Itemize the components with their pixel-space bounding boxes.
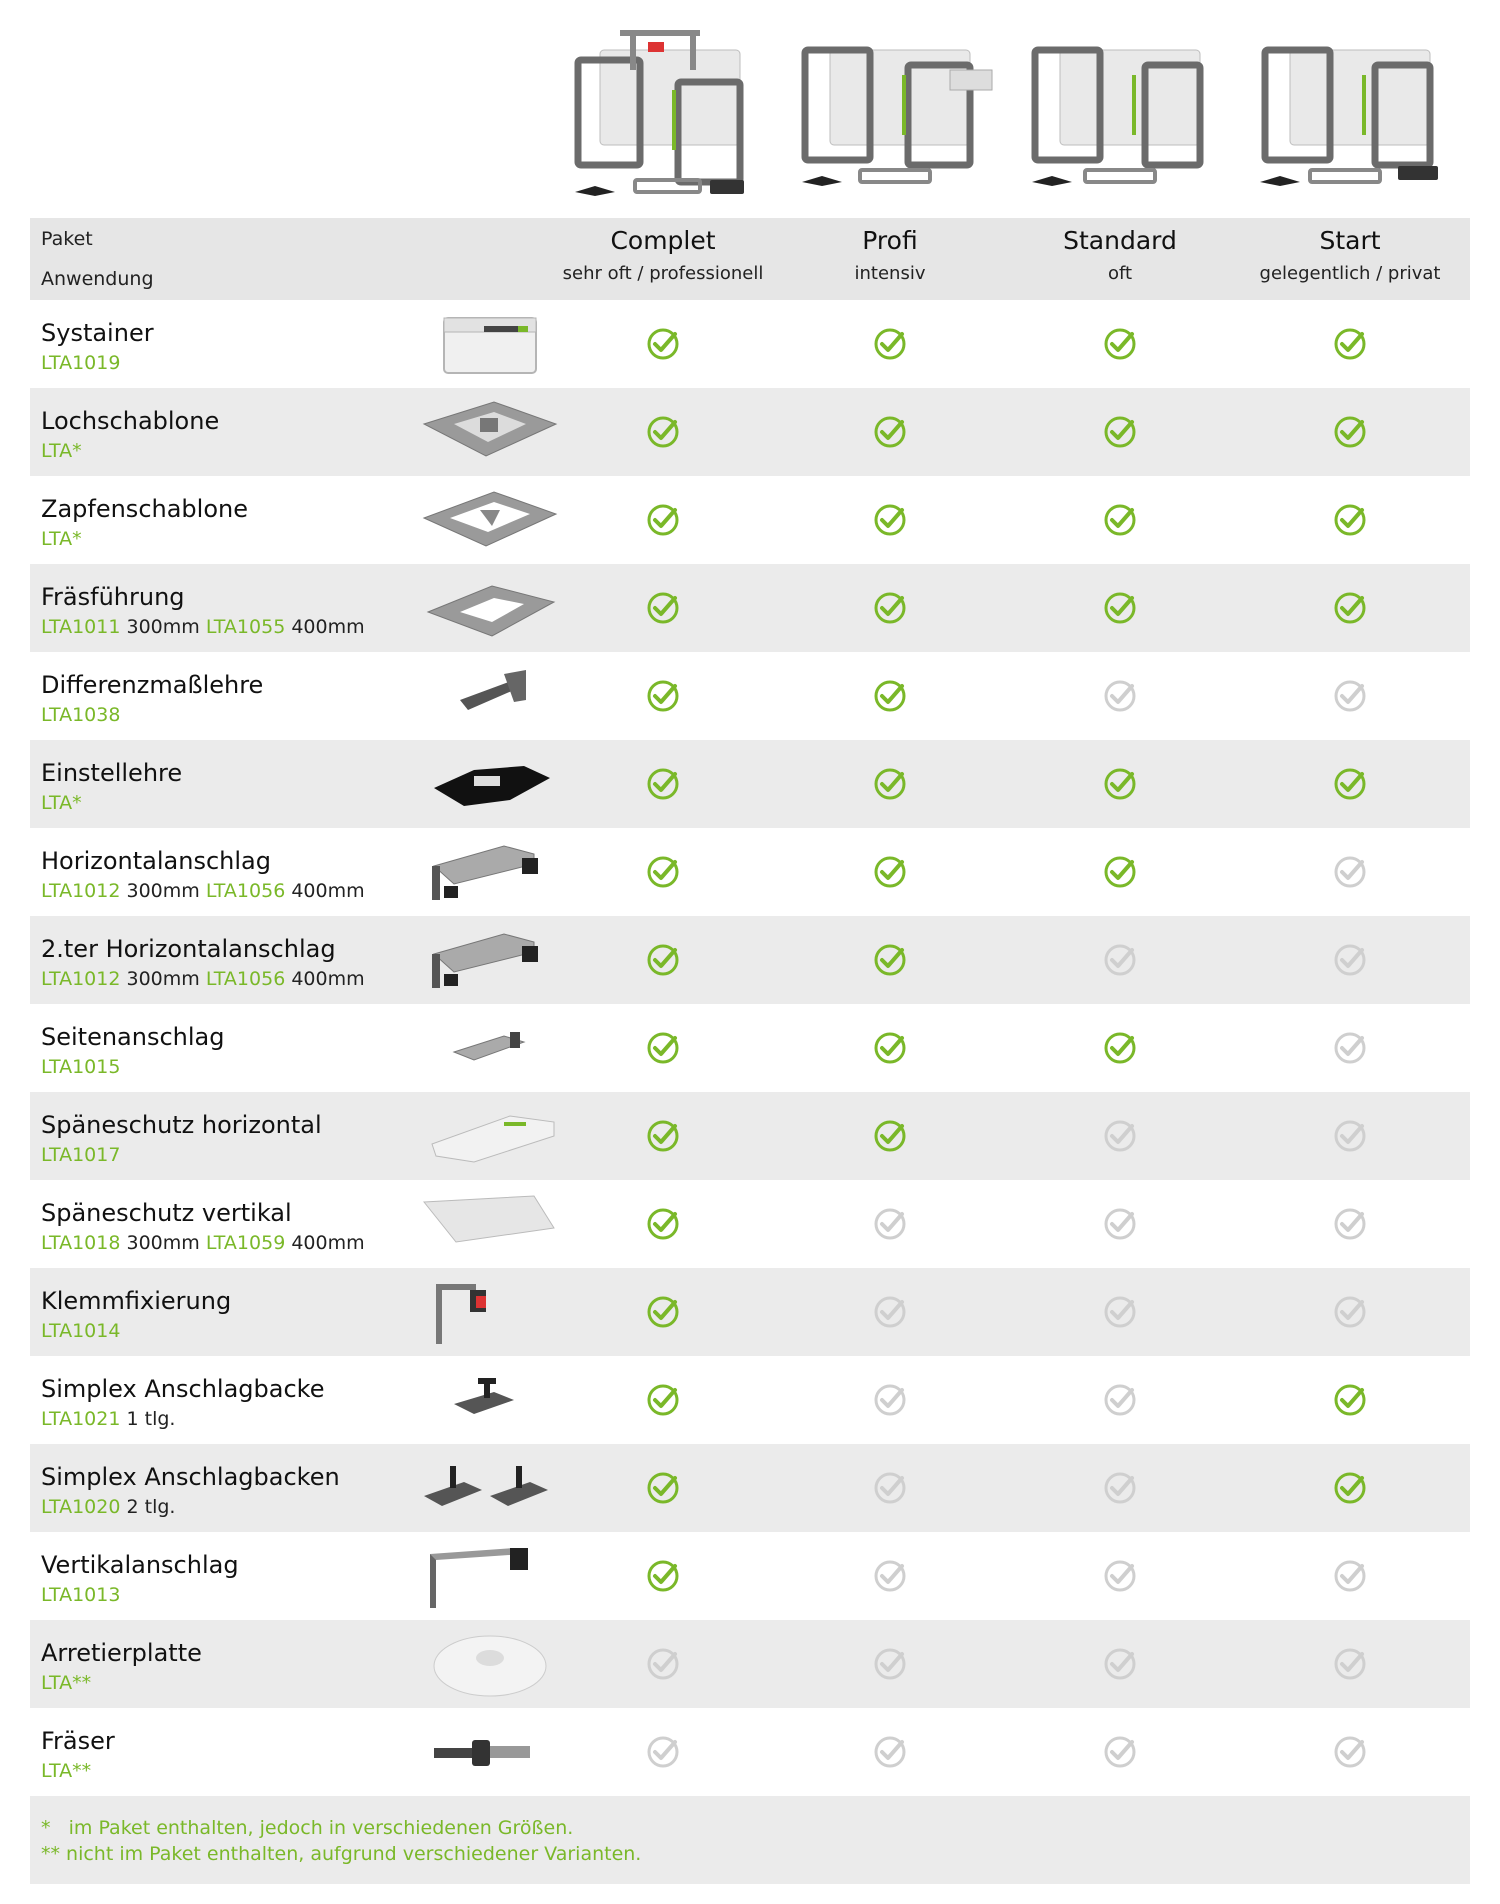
check-included-icon bbox=[645, 1030, 681, 1066]
article-size-alt: 400mm bbox=[285, 616, 365, 638]
check-included-icon bbox=[645, 1118, 681, 1154]
check-not-included-icon bbox=[1102, 1206, 1138, 1242]
table-row bbox=[30, 300, 1470, 388]
table-row bbox=[30, 388, 1470, 476]
check-not-included-icon bbox=[872, 1206, 908, 1242]
package-name: Start bbox=[1319, 226, 1381, 255]
check-included-icon bbox=[1102, 326, 1138, 362]
check-not-included-icon bbox=[1102, 1558, 1138, 1594]
check-included-icon bbox=[1102, 1030, 1138, 1066]
check-included-icon bbox=[872, 414, 908, 450]
check-not-included-icon bbox=[872, 1646, 908, 1682]
package-standard-image bbox=[1020, 20, 1230, 210]
item-code bbox=[41, 1760, 91, 1782]
check-included-icon bbox=[645, 1382, 681, 1418]
article-size-alt: 400mm bbox=[285, 880, 365, 902]
table-row bbox=[30, 1268, 1470, 1356]
article-number: LTA1020 bbox=[41, 1496, 121, 1518]
check-included-icon bbox=[1102, 590, 1138, 626]
horizontal-stop-icon bbox=[414, 836, 564, 908]
article-number: LTA1038 bbox=[41, 704, 121, 726]
footnote-double-star: ** nicht im Paket enthalten, aufgrund verschiedener Varianten. bbox=[41, 1843, 642, 1865]
hole-template-icon bbox=[414, 396, 564, 468]
check-not-included-icon bbox=[1332, 1206, 1368, 1242]
check-included-icon bbox=[1332, 502, 1368, 538]
article-number: LTA1019 bbox=[41, 352, 121, 374]
package-name: Standard bbox=[1063, 226, 1177, 255]
table-row bbox=[30, 1532, 1470, 1620]
article-number: LTA* bbox=[41, 528, 82, 550]
label-package: Paket bbox=[41, 228, 93, 250]
item-code bbox=[41, 440, 82, 462]
check-not-included-icon bbox=[1102, 942, 1138, 978]
item-code bbox=[41, 968, 365, 990]
check-not-included-icon bbox=[872, 1558, 908, 1594]
item-name: Einstellehre bbox=[41, 759, 183, 787]
check-included-icon bbox=[645, 1558, 681, 1594]
item-name: Lochschablone bbox=[41, 407, 220, 435]
check-included-icon bbox=[645, 326, 681, 362]
package-usage: sehr oft / professionell bbox=[562, 263, 764, 284]
item-name: Fräser bbox=[41, 1727, 115, 1755]
check-not-included-icon bbox=[1332, 854, 1368, 890]
article-size: 300mm bbox=[120, 1232, 206, 1254]
package-column-profi bbox=[775, 218, 1005, 284]
item-name: Fräsführung bbox=[41, 583, 185, 611]
table-row bbox=[30, 1004, 1470, 1092]
item-code bbox=[41, 1320, 120, 1342]
package-column-complet bbox=[548, 218, 778, 284]
check-not-included-icon bbox=[872, 1734, 908, 1770]
check-not-included-icon bbox=[1332, 1646, 1368, 1682]
check-included-icon bbox=[1102, 854, 1138, 890]
check-not-included-icon bbox=[1102, 1734, 1138, 1770]
check-included-icon bbox=[872, 854, 908, 890]
article-number: LTA** bbox=[41, 1760, 92, 1782]
check-included-icon bbox=[1332, 414, 1368, 450]
item-code bbox=[41, 1496, 175, 1518]
check-included-icon bbox=[872, 1030, 908, 1066]
gauge-icon bbox=[414, 660, 564, 732]
table-header bbox=[30, 218, 1470, 300]
item-code bbox=[41, 352, 120, 374]
check-included-icon bbox=[872, 1118, 908, 1154]
check-not-included-icon bbox=[1102, 678, 1138, 714]
check-included-icon bbox=[645, 1206, 681, 1242]
router-bit-icon bbox=[414, 1716, 564, 1788]
check-not-included-icon bbox=[1332, 1734, 1368, 1770]
footnote-single-star: * im Paket enthalten, jedoch in verschiedenen Größen. bbox=[41, 1817, 574, 1839]
check-included-icon bbox=[872, 942, 908, 978]
package-column-standard bbox=[1005, 218, 1235, 284]
article-size: 300mm bbox=[120, 968, 206, 990]
check-included-icon bbox=[645, 766, 681, 802]
package-images bbox=[0, 20, 1500, 210]
item-code bbox=[41, 1408, 175, 1430]
table-body bbox=[30, 300, 1470, 1796]
stop-jaws-icon bbox=[414, 1452, 564, 1524]
article-size: 300mm bbox=[120, 880, 206, 902]
check-not-included-icon bbox=[872, 1382, 908, 1418]
check-included-icon bbox=[872, 590, 908, 626]
table-row bbox=[30, 916, 1470, 1004]
table-row bbox=[30, 1708, 1470, 1796]
check-included-icon bbox=[1332, 326, 1368, 362]
check-included-icon bbox=[1102, 502, 1138, 538]
check-included-icon bbox=[645, 590, 681, 626]
tenon-template-icon bbox=[414, 484, 564, 556]
article-size-alt: 400mm bbox=[285, 1232, 365, 1254]
item-name: Seitenanschlag bbox=[41, 1023, 225, 1051]
package-profi-image bbox=[790, 20, 1000, 210]
table-row bbox=[30, 1092, 1470, 1180]
table-row bbox=[30, 1444, 1470, 1532]
side-stop-icon bbox=[414, 1012, 564, 1084]
systainer-icon bbox=[414, 308, 564, 380]
article-number: LTA1021 bbox=[41, 1408, 121, 1430]
locking-plate-icon bbox=[414, 1628, 564, 1700]
check-included-icon bbox=[1332, 766, 1368, 802]
item-name: Systainer bbox=[41, 319, 154, 347]
article-number-alt: LTA1056 bbox=[205, 968, 286, 990]
check-included-icon bbox=[872, 678, 908, 714]
vertical-stop-icon bbox=[414, 1540, 564, 1612]
check-not-included-icon bbox=[1332, 1030, 1368, 1066]
check-not-included-icon bbox=[1102, 1382, 1138, 1418]
package-usage: oft bbox=[1107, 263, 1133, 284]
chip-guard-horizontal-icon bbox=[414, 1100, 564, 1172]
article-number: LTA1012 bbox=[41, 968, 121, 990]
package-column-start bbox=[1235, 218, 1465, 284]
check-not-included-icon bbox=[1332, 1118, 1368, 1154]
router-guide-icon bbox=[414, 572, 564, 644]
item-name: Simplex Anschlagbacke bbox=[41, 1375, 325, 1403]
package-name: Complet bbox=[610, 226, 716, 255]
label-usage: Anwendung bbox=[41, 268, 154, 290]
article-size: 2 tlg. bbox=[120, 1496, 176, 1518]
article-number: LTA1012 bbox=[41, 880, 121, 902]
check-included-icon bbox=[645, 854, 681, 890]
article-size: 300mm bbox=[120, 616, 206, 638]
check-included-icon bbox=[1332, 1470, 1368, 1506]
item-name: Späneschutz vertikal bbox=[41, 1199, 292, 1227]
chip-guard-vertical-icon bbox=[414, 1188, 564, 1260]
check-included-icon bbox=[645, 678, 681, 714]
check-not-included-icon bbox=[1102, 1646, 1138, 1682]
article-number: LTA* bbox=[41, 440, 82, 462]
item-code bbox=[41, 1056, 120, 1078]
item-name: Späneschutz horizontal bbox=[41, 1111, 322, 1139]
table-row bbox=[30, 476, 1470, 564]
article-number: LTA** bbox=[41, 1672, 92, 1694]
check-included-icon bbox=[645, 502, 681, 538]
article-number: LTA1017 bbox=[41, 1144, 121, 1166]
item-name: Vertikalanschlag bbox=[41, 1551, 239, 1579]
item-name: Horizontalanschlag bbox=[41, 847, 271, 875]
table-row bbox=[30, 828, 1470, 916]
check-included-icon bbox=[872, 502, 908, 538]
article-number: LTA* bbox=[41, 792, 82, 814]
item-code bbox=[41, 1232, 365, 1254]
item-code bbox=[41, 792, 82, 814]
article-number: LTA1015 bbox=[41, 1056, 121, 1078]
package-start-image bbox=[1250, 20, 1460, 210]
item-code bbox=[41, 616, 365, 638]
table-row bbox=[30, 1180, 1470, 1268]
item-code bbox=[41, 1584, 120, 1606]
check-included-icon bbox=[1332, 590, 1368, 626]
article-number-alt: LTA1055 bbox=[205, 616, 286, 638]
check-included-icon bbox=[872, 326, 908, 362]
footnotes bbox=[30, 1796, 1470, 1884]
setting-gauge-icon bbox=[414, 748, 564, 820]
item-code bbox=[41, 704, 120, 726]
article-number-alt: LTA1059 bbox=[205, 1232, 286, 1254]
check-included-icon bbox=[872, 766, 908, 802]
article-number: LTA1014 bbox=[41, 1320, 121, 1342]
check-included-icon bbox=[1102, 414, 1138, 450]
check-not-included-icon bbox=[1332, 1294, 1368, 1330]
check-not-included-icon bbox=[1332, 942, 1368, 978]
article-number: LTA1011 bbox=[41, 616, 121, 638]
item-code bbox=[41, 880, 365, 902]
package-usage: intensiv bbox=[854, 263, 926, 284]
check-not-included-icon bbox=[1102, 1470, 1138, 1506]
table-row bbox=[30, 652, 1470, 740]
stop-jaw-icon bbox=[414, 1364, 564, 1436]
item-name: Arretierplatte bbox=[41, 1639, 202, 1667]
package-name: Profi bbox=[862, 226, 918, 255]
table-row bbox=[30, 1356, 1470, 1444]
item-code bbox=[41, 1144, 120, 1166]
article-size-alt: 400mm bbox=[285, 968, 365, 990]
check-not-included-icon bbox=[872, 1294, 908, 1330]
check-not-included-icon bbox=[1102, 1294, 1138, 1330]
item-name: 2.ter Horizontalanschlag bbox=[41, 935, 336, 963]
package-complet-image bbox=[560, 20, 770, 210]
comparison-table bbox=[30, 218, 1470, 1884]
check-not-included-icon bbox=[1102, 1118, 1138, 1154]
check-not-included-icon bbox=[645, 1734, 681, 1770]
package-usage: gelegentlich / privat bbox=[1259, 263, 1441, 284]
check-included-icon bbox=[645, 942, 681, 978]
check-not-included-icon bbox=[1332, 1558, 1368, 1594]
table-row bbox=[30, 564, 1470, 652]
check-included-icon bbox=[645, 414, 681, 450]
horizontal-stop-icon bbox=[414, 924, 564, 996]
table-row bbox=[30, 1620, 1470, 1708]
check-not-included-icon bbox=[645, 1646, 681, 1682]
check-included-icon bbox=[1332, 1382, 1368, 1418]
table-row bbox=[30, 740, 1470, 828]
item-code bbox=[41, 1672, 91, 1694]
check-included-icon bbox=[1102, 766, 1138, 802]
item-name: Differenzmaßlehre bbox=[41, 671, 264, 699]
check-included-icon bbox=[645, 1470, 681, 1506]
check-included-icon bbox=[645, 1294, 681, 1330]
article-number-alt: LTA1056 bbox=[205, 880, 286, 902]
check-not-included-icon bbox=[872, 1470, 908, 1506]
article-number: LTA1018 bbox=[41, 1232, 121, 1254]
check-not-included-icon bbox=[1332, 678, 1368, 714]
article-size: 1 tlg. bbox=[120, 1408, 176, 1430]
item-name: Simplex Anschlagbacken bbox=[41, 1463, 340, 1491]
clamp-icon bbox=[414, 1276, 564, 1348]
item-name: Zapfenschablone bbox=[41, 495, 248, 523]
item-name: Klemmfixierung bbox=[41, 1287, 232, 1315]
article-number: LTA1013 bbox=[41, 1584, 121, 1606]
item-code bbox=[41, 528, 82, 550]
